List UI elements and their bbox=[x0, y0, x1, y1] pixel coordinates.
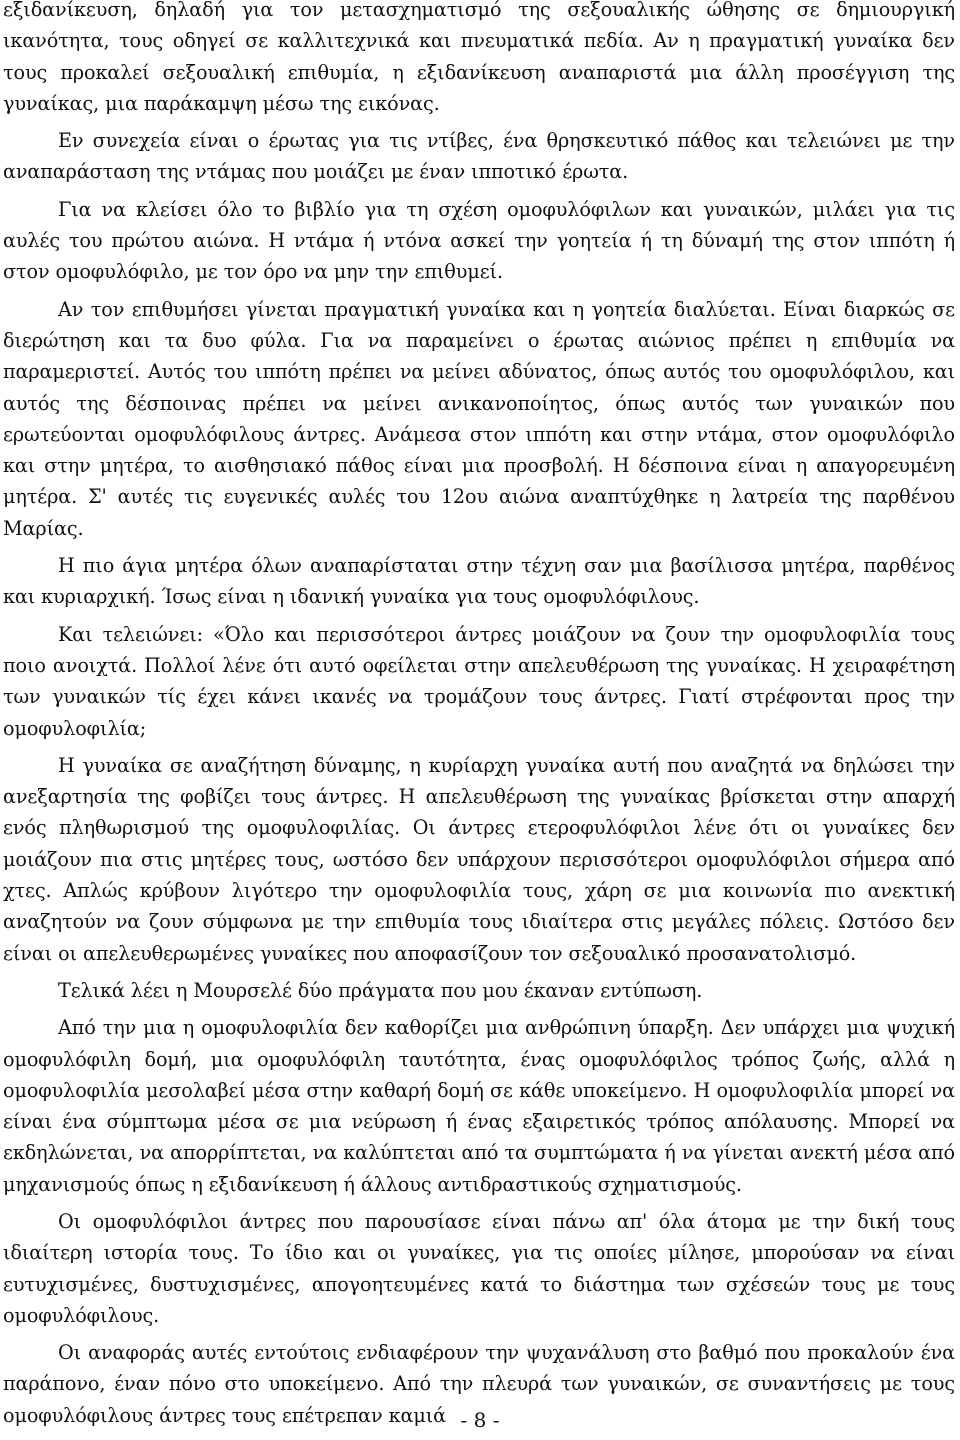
paragraph-11: Οι αναφοράς αυτές εντούτοις ενδιαφέρουν την ψυχανάλυση στο βαθμό που προκαλούν ένα παράπονο, έναν πόνο στο υποκείμενο. Από την πλευρά των γυναικών, σε συναντήσεις με τους ομοφυλόφιλους άντρες τους επέτρεπαν καμιά bbox=[3, 1341, 955, 1427]
paragraph-9: Από την μια η ομοφυλοφιλία δεν καθορίζει μια ανθρώπινη ύπαρξη. Δεν υπάρχει μια ψυχική ομοφυλόφιλη δομή, μια ομοφυλόφιλη ταυτότητα, ένας ομοφυλόφιλος τρόπος ζωής, αλλά η ομοφυλοφιλία μεσολαβεί μέσα στην καθαρή δομή σε κάθε υποκείμενο. Η ομοφυλοφιλία μπορεί να είναι ένα σύμπτωμα μέσα σε μια νεύρωση ή ένας εξαιρετικός τρόπος απόλαυσης. Μπορεί να εκδηλώνεται, να απορρίπτεται, να καλύπτεται από τα συμπτώματα ή να γίνεται ανεκτή μέσα από μηχανισμούς όπως η εξιδανίκευση ή άλλους αντιδραστικούς σχηματισμούς. bbox=[3, 1016, 955, 1196]
paragraph-6: Και τελειώνει: «Όλο και περισσότεροι άντρες μοιάζουν να ζουν την ομοφυλοφιλία τους ποιο ανοιχτά. Πολλοί λένε ότι αυτό οφείλεται στην απελευθέρωση της γυναίκας. Η χειραφέτηση των γυναικών τίς έχει κάνει ικανές να τρομάζουν τους άντρες. Γιατί στρέφονται προς την ομοφυλοφιλία; bbox=[3, 622, 955, 740]
paragraph-1: εξιδανίκευση, δηλαδή για τον μετασχηματισμό της σεξουαλικής ώθησης σε δημιουργική ικανότητα, τους οδηγεί σε καλλιτεχνικά και πνευματικά πεδία. Αν η πραγματική γυναίκα δεν τους προκαλεί σεξουαλική επιθυμία, η εξιδανίκευση αναπαριστά μια άλλη προσέγγιση της γυναίκας, μια παράκαμψη μέσω της εικόνας. bbox=[3, 0, 955, 115]
paragraph-4: Αν τον επιθυμήσει γίνεται πραγματική γυναίκα και η γοητεία διαλύεται. Είναι διαρκώς σε διερώτηση και τα δυο φύλα. Για να παραμείνει ο έρωτας αιώνιος πρέπει η επιθυμία να παραμεριστεί. Αυτός του ιππότη πρέπει να μείνει αδύνατος, όπως αυτός του ομοφυλόφιλου, και αυτός της δέσποινας πρέπει να μείνει ανικανοποίητος, όπως αυτός των γυναικών που ερωτεύονται ομοφυλόφιλους άντρες. Ανάμεσα στον ιππότη και στην ντάμα, στον ομοφυλόφιλο και στην μητέρα, το αισθησιακό πάθος είναι μια προσβολή. Η δέσποινα είναι η απαγορευμένη μητέρα. Σ' αυτές τις ευγενικές αυλές του 12ου αιώνα αναπτύχθηκε η λατρεία της παρθένου Μαρίας. bbox=[3, 297, 955, 540]
paragraph-10: Οι ομοφυλόφιλοι άντρες που παρουσίασε είναι πάνω απ' όλα άτομα με την δική τους ιδιαίτερη ιστορία τους. Το ίδιο και οι γυναίκες, για τις οποίες μίλησε, μπορούσαν να είναι ευτυχισμένες, δυστυχισμένες, απογοητευμένες κατά το διάστημα των σχέσεών τους με τους ομοφυλόφιλους. bbox=[3, 1209, 955, 1327]
page-number: - 8 - bbox=[460, 1408, 500, 1432]
document-page bbox=[3, 0, 955, 1431]
paragraph-5: Η πιο άγια μητέρα όλων αναπαρίσταται στην τέχνη σαν μια βασίλισσα μητέρα, παρθένος και κυριαρχική. Ίσως είναι η ιδανική γυναίκα για τους ομοφυλόφιλους. bbox=[3, 554, 955, 609]
paragraph-8: Τελικά λέει η Μουρσελέ δύο πράγματα που μου έκαναν εντύπωση. bbox=[58, 978, 703, 1002]
paragraph-2: Εν συνεχεία είναι ο έρωτας για τις ντίβες, ένα θρησκευτικό πάθος και τελειώνει με την αναπαράσταση της ντάμας που μοιάζει με έναν ιπποτικό έρωτα. bbox=[3, 129, 955, 184]
paragraph-3: Για να κλείσει όλο το βιβλίο για τη σχέση ομοφυλόφιλων και γυναικών, μιλάει για τις αυλές του πρώτου αιώνα. Η ντάμα ή ντόνα ασκεί την γοητεία ή τη δύναμή της στον ιππότη ή στον ομοφυλόφιλο, με τον όρο να μην την επιθυμεί. bbox=[3, 197, 955, 284]
paragraph-7: Η γυναίκα σε αναζήτηση δύναμης, η κυρίαρχη γυναίκα αυτή που αναζητά να δηλώσει την ανεξαρτησία της φοβίζει τους άντρες. Η απελευθέρωση της γυναίκας βρίσκεται στην απαρχή ενός πληθωρισμού της ομοφυλοφιλίας. Οι άντρες ετεροφυλόφιλοι λένε ότι οι γυναίκες δεν μοιάζουν πια στις μητέρες τους, ωστόσο δεν υπάρχουν περισσότεροι ομοφυλόφιλοι σήμερα από χτες. Απλώς κρύβουν λιγότερο την ομοφυλοφιλία τους, χάρη σε μια κοινωνία πιο ανεκτική αναζητούν να ζουν σύμφωνα με την επιθυμία τους ιδιαίτερα στις μεγάλες πόλεις. Ωστόσο δεν είναι οι απελευθερωμένες γυναίκες που αποφασίζουν τον σεξουαλικό προσανατολισμό. bbox=[3, 753, 955, 965]
